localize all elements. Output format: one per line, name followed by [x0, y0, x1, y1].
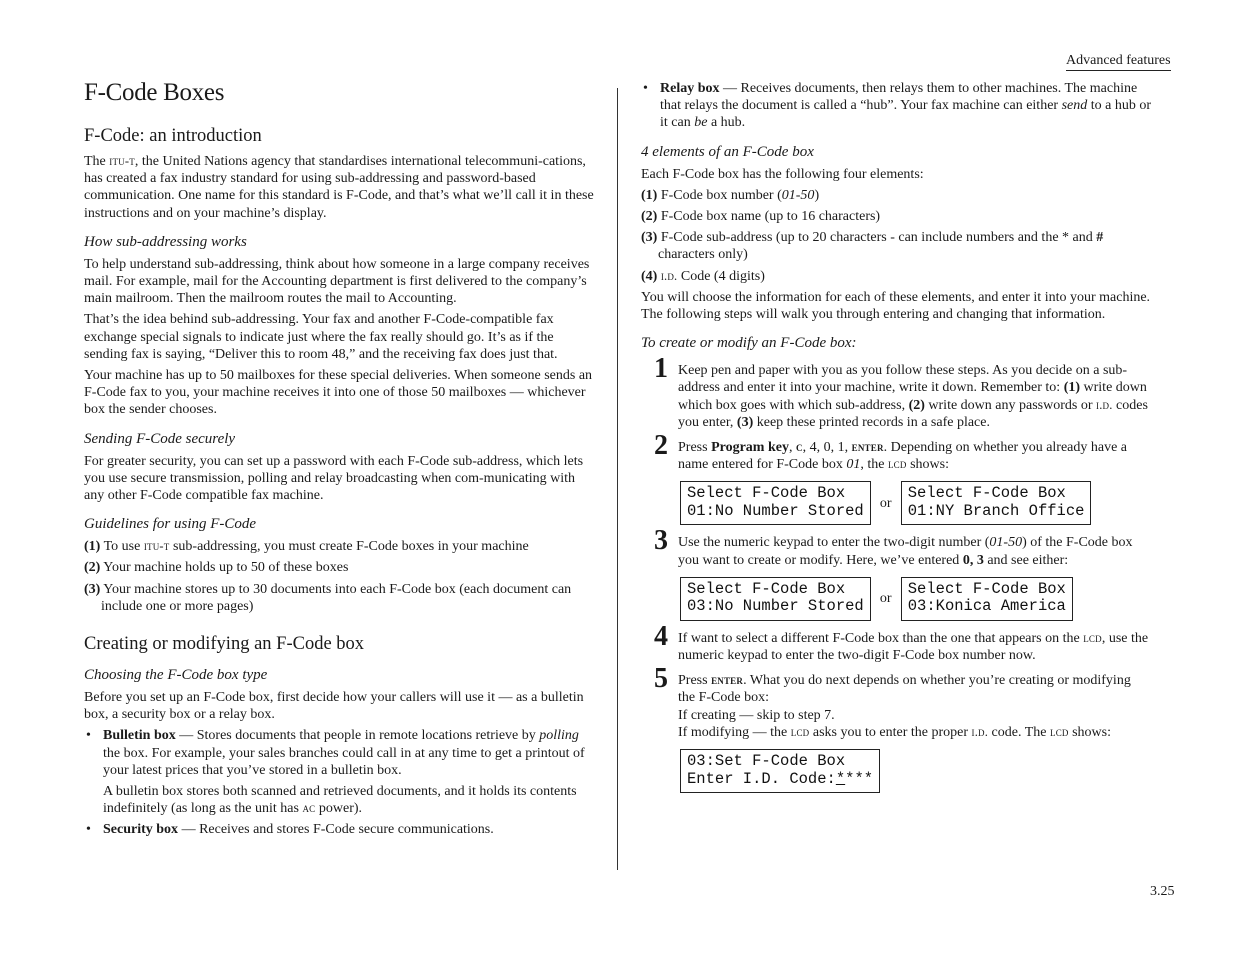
lcd-display: Select F-Code Box 03:No Number Stored — [680, 577, 871, 621]
sub-addressing-paragraph-2: That’s the idea behind sub-addressing. Your fax and another F-Code-compatible fax exchange special signals to indicate just where the fax really should go. It’s as if the sending fax is saying, “Deliver this to room 48,” and the receiving fax does just that. — [84, 312, 558, 362]
step-number: 5 — [654, 663, 668, 695]
list-item: (3) Your machine stores up to 30 documents into each F-Code box (each document can include one or more pages) — [84, 581, 572, 614]
or-label: or — [879, 591, 892, 607]
elements-list — [641, 187, 1151, 285]
list-item: (2) Your machine holds up to 50 of these boxes — [84, 560, 349, 576]
lcd-example-row — [680, 481, 1151, 525]
guidelines-heading: Guidelines for using F-Code — [84, 516, 257, 533]
step-number: 3 — [654, 525, 668, 557]
bullet-icon: • — [86, 728, 91, 744]
lcd-example-row — [680, 577, 1151, 621]
lcd-display: Select F-Code Box 01:No Number Stored — [680, 481, 871, 525]
step-4: 4 If want to select a different F-Code box than the one that appears on the lcd, use the numeric keypad to enter the two-digit F-Code box number now. — [654, 620, 1149, 664]
step-5: 5 Press enter. What you do next depends on whether you’re creating or modifying the F-Code box: If creating — skip to step 7. If modifying — the lcd asks you to enter the proper i.d. code. The lcd shows: — [654, 663, 1131, 740]
page-number: 3.25 — [1150, 884, 1175, 899]
step-2: 2 Press Program key, c, 4, 0, 1, enter. Depending on whether you already have a name entered for F-Code box 01, the lcd shows: — [654, 430, 1128, 473]
running-header: Advanced features — [1066, 53, 1171, 71]
list-item: (4) i.d. Code (4 digits) — [641, 268, 765, 284]
bullet-icon: • — [643, 81, 648, 96]
sub-addressing-heading: How sub-addressing works — [84, 233, 247, 250]
sub-addressing-paragraph-1: To help understand sub-addressing, think about how someone in a large company receives mail. For example, mail for the Accounting department is first delivered to the company’s main mailroom. Then the mailroom routes the mail to Accounting. — [84, 256, 590, 307]
list-item: (2) F-Code box name (up to 16 characters) — [641, 209, 881, 225]
lcd-display: Select F-Code Box 03:Konica America — [901, 577, 1073, 621]
lcd-example-row — [680, 749, 1151, 793]
step-1: 1 Keep pen and paper with you as you follow these steps. As you decide on a sub-address and enter it into your machine, write it down. Remember to: (1) write down which box goes with which sub-address, (2) write down any passwords or i.d. codes you enter, (3) keep these printed records in a safe place. — [654, 353, 1148, 430]
procedure-heading: To create or modify an F-Code box: — [641, 335, 857, 352]
or-label: or — [879, 495, 892, 511]
cursor: * — [835, 769, 846, 788]
bulletin-box-item: • Bulletin box — Stores documents that people in remote locations retrieve by polling the box. For example, your sales branches could call in at any time to get a printout of your latest prices that you’ve stored in a bulletin box. A bulletin box stores both scanned and retrieved documents, and it holds its contents indefinitely (as long as the unit has ac power). — [84, 727, 594, 817]
elements-heading: 4 elements of an F-Code box — [641, 143, 814, 160]
bullet-icon: • — [86, 822, 91, 838]
step-number: 2 — [654, 430, 668, 462]
page-title: F-Code Boxes — [84, 79, 225, 106]
lcd-display: Select F-Code Box 01:NY Branch Office — [901, 481, 1092, 525]
step-number: 1 — [654, 353, 668, 385]
list-item: (3) F-Code sub-address (up to 20 characters - can include numbers and the * and # characters only) — [641, 230, 1104, 263]
lcd-display: 03:Set F-Code Box Enter I.D. Code:**** — [680, 749, 880, 793]
sub-addressing-paragraph-3: Your machine has up to 50 mailboxes for these special deliveries. When someone sends an F-Code fax to you, your machine receives it into one of those 50 mailboxes — whichever box the sender chooses. — [84, 368, 593, 418]
elements-intro: Each F-Code box has the following four elements: — [641, 166, 924, 182]
security-box-item: • Security box — Receives and stores F-Code secure communications. — [86, 822, 494, 838]
choose-type-heading: Choosing the F-Code box type — [84, 667, 268, 684]
intro-heading: F-Code: an introduction — [84, 126, 262, 146]
secure-paragraph: For greater security, you can set up a password with each F-Code sub-address, which lets you use secure transmission, polling and relay broadcasting when com-municating with any other F-Code compatible fax machine. — [84, 453, 584, 504]
step-3: 3 Use the numeric keypad to enter the two-digit number (01-50) of the F-Code box you want to create or modify. Here, we’ve entered 0, 3 and see either: — [654, 525, 1133, 568]
column-divider — [617, 88, 618, 870]
choose-type-paragraph: Before you set up an F-Code box, first decide how your callers will use it — as a bulletin box, a security box or a relay box. — [84, 690, 584, 723]
guidelines-list — [84, 538, 594, 615]
intro-paragraph: The itu-t, the United Nations agency that standardises international telecommuni-cations, has created a fax industry standard for using sub-addressing and password-based communication. One name for this standard is F-Code, and that’s what we’ll call it in these instructions and on your machine’s display. — [84, 154, 594, 221]
left-column — [84, 78, 594, 839]
bulletin-box-note: A bulletin box stores both scanned and retrieved documents, and it holds its contents indefinitely (as long as the unit has ac power). — [103, 784, 577, 817]
step-number: 4 — [654, 620, 668, 652]
elements-outro: You will choose the information for each of these elements, and enter it into your machine. The following steps will walk you through entering and changing that information. — [641, 289, 1151, 323]
right-column — [641, 80, 1151, 793]
list-item: (1) To use itu-t sub-addressing, you must create F-Code boxes in your machine — [84, 539, 529, 555]
secure-heading: Sending F-Code securely — [84, 430, 236, 447]
list-item: (1) F-Code box number (01-50) — [641, 187, 820, 203]
create-section-heading: Creating or modifying an F-Code box — [84, 634, 365, 655]
relay-box-item: • Relay box — Receives documents, then relays them to other machines. The machine that relays the document is called a “hub”. Your fax machine can either send to a hub or it can be a hub. — [643, 81, 1152, 131]
